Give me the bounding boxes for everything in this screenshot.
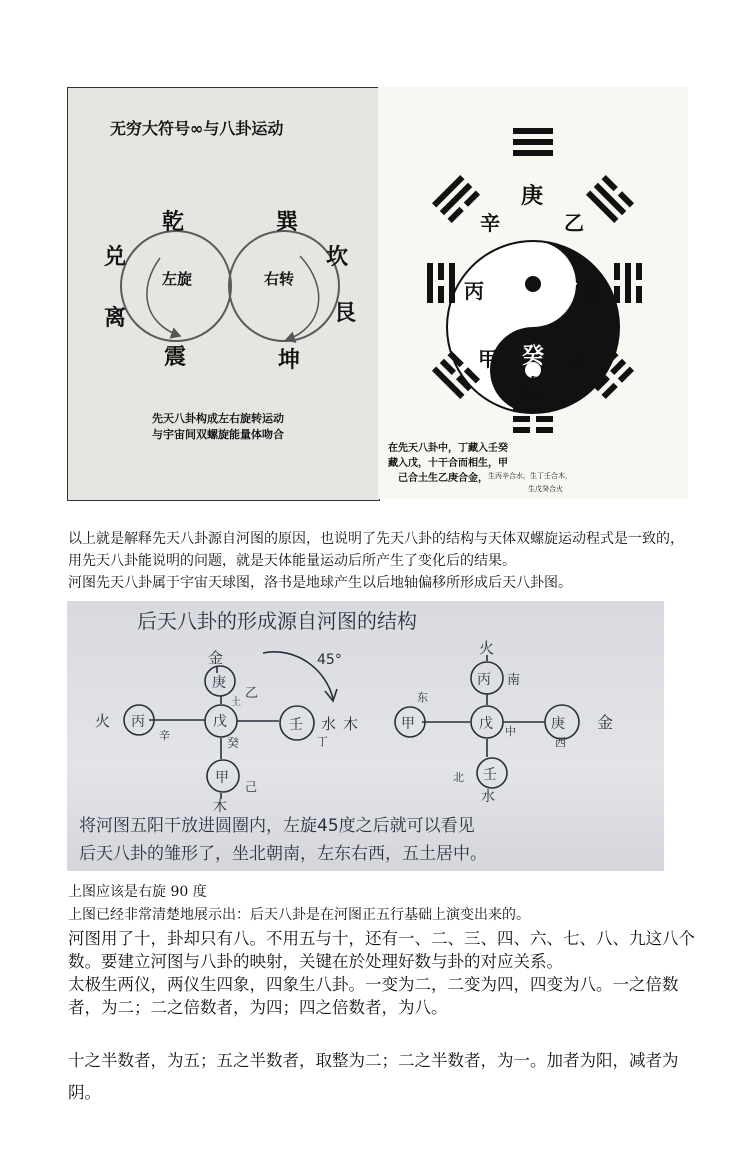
trigram-upper-left-icon <box>432 175 480 223</box>
stem-xin: 辛 <box>480 211 500 235</box>
trigram-kun: 坤 <box>278 348 301 373</box>
figure-caption-line1: 先天八卦构成左右旋转运动 <box>152 412 284 425</box>
stem-jia: 甲 <box>478 347 498 371</box>
handwritten-diagram-photo <box>67 601 664 871</box>
hand-bottom-line1: 将河图五阳干放进圆圈内，左旋45度之后就可以看见 <box>79 816 475 836</box>
stem-bing: 丙 <box>464 279 484 303</box>
trigram-li: 离 <box>104 306 127 331</box>
hand-left-right: 壬 <box>289 717 303 733</box>
note-small1: 生丙辛合水，生丁壬合木， <box>488 472 572 480</box>
trigram-right-icon <box>614 263 642 303</box>
hand-right-left-label: 东 <box>417 691 428 704</box>
hand-left-bottom-side: 己 <box>245 780 258 794</box>
figure-title: 无穷大符号∞与八卦运动 <box>110 119 284 138</box>
note-line3: 己合土生乙庚合金， <box>398 473 488 484</box>
trigram-left-icon <box>427 263 455 303</box>
hand-right-center-sub: 中 <box>505 725 516 738</box>
hand-right-top-side: 南 <box>507 673 521 688</box>
hand-right-right-el: 金 <box>597 713 614 732</box>
stem-wu: 戊 <box>521 376 544 401</box>
hand-left-below-center: 癸 <box>227 736 240 750</box>
hand-left-top-side: 乙 <box>245 686 259 701</box>
hand-left-top: 庚 <box>212 675 226 691</box>
bagua-ring <box>378 87 688 499</box>
paragraph-3: 上图已经非常清楚地展示出：后天八卦是在河图正五行基础上演变出来的。 <box>68 907 530 923</box>
hand-right-bottom-label: 北 <box>453 771 464 784</box>
hand-left-right-el: 水 <box>321 715 337 733</box>
hand-left-bottom-el: 木 <box>213 799 227 815</box>
stem-yi: 乙 <box>564 211 584 235</box>
right-loop-label: 右转 <box>264 270 295 288</box>
trigram-xun: 巽 <box>276 210 299 235</box>
trigram-dui: 兑 <box>104 245 127 270</box>
hand-right-top: 丙 <box>477 672 491 688</box>
hand-angle: 45° <box>317 652 342 668</box>
left-loop-label: 左旋 <box>162 270 193 288</box>
note-line2: 藏入戊，十干合而相生，甲 <box>388 458 508 469</box>
hand-right-left: 甲 <box>401 716 415 732</box>
hand-left-top-el: 金 <box>208 649 224 667</box>
hand-left-left-sub: 辛 <box>159 729 170 742</box>
hand-right-right-sub: 西 <box>555 736 566 749</box>
handwritten-sketch <box>67 601 664 871</box>
paragraph-6: 十之半数者，为五；五之半数者，取整为二；二之半数者，为一。加者为阳，减者为阴。 <box>68 1051 679 1102</box>
taiji-stems-figure <box>378 87 688 499</box>
rotation-note: 上图应该是右旋 90 度 <box>68 884 207 900</box>
stem-geng: 庚 <box>521 184 544 209</box>
hand-left-left: 丙 <box>131 714 145 730</box>
paragraph-5: 太极生两仪，两仪生四象，四象生八卦。一变为二，二变为四，四变为八。一之倍数者，为二；二之倍数者，为四；四之倍数者，为八。 <box>68 975 679 1017</box>
hand-left-center-small: 土 <box>231 697 241 708</box>
infinity-bagua-figure <box>67 87 380 501</box>
paragraph-4: 河图用了十，卦却只有八。不用五与十，还有一、二、三、四、六、七、八、九这八个数。要建立河图与八卦的映射，关键在於处理好数与卦的对应关系。 <box>68 929 695 971</box>
stem-ren: 壬 <box>582 279 602 303</box>
hand-mid-mu: 木 <box>343 715 359 733</box>
hand-left-center: 戊 <box>213 714 227 730</box>
hand-bottom-line2: 后天八卦的雏形了，坐北朝南，左东右西，五土居中。 <box>79 844 487 864</box>
figure-caption-line2: 与宇宙间双螺旋能量体吻合 <box>152 428 284 441</box>
stem-ding: 丁 <box>554 279 578 307</box>
paragraph-1: 以上就是解释先天八卦源自河图的原因，也说明了先天八卦的结构与天体双螺旋运动程式是一致的，用先天八卦能说明的问题，就是天体能量运动后所产生了变化后的结果。 <box>68 531 684 569</box>
hand-right-top-el: 火 <box>479 639 495 657</box>
trigram-qian: 乾 <box>162 210 185 235</box>
stem-ji: 己 <box>568 347 588 371</box>
trigram-top-icon <box>513 128 553 156</box>
trigram-kan: 坎 <box>326 245 349 270</box>
trigram-upper-right-icon <box>586 175 634 223</box>
hand-right-bottom: 壬 <box>483 767 497 783</box>
note-line1: 在先天八卦中，丁藏入壬癸 <box>388 443 508 454</box>
hand-left-right-sub: 丁 <box>317 735 328 748</box>
hand-left-left-el: 火 <box>95 712 111 730</box>
hand-right-bottom-el: 水 <box>481 789 495 805</box>
trigram-gen: 艮 <box>334 301 357 326</box>
hand-left-bottom: 甲 <box>215 770 229 786</box>
hand-right-right: 庚 <box>551 716 565 732</box>
note-small2: 生戊癸合火 <box>528 485 563 493</box>
hand-right-center: 戊 <box>479 716 493 732</box>
hand-title: 后天八卦的形成源自河图的结构 <box>137 609 417 633</box>
stem-gui: 癸 <box>522 344 545 369</box>
paragraph-2: 河图先天八卦属于宇宙天球图，洛书是地球产生以后地轴偏移所形成后天八卦图。 <box>68 575 572 591</box>
trigram-zhen: 震 <box>164 345 187 370</box>
